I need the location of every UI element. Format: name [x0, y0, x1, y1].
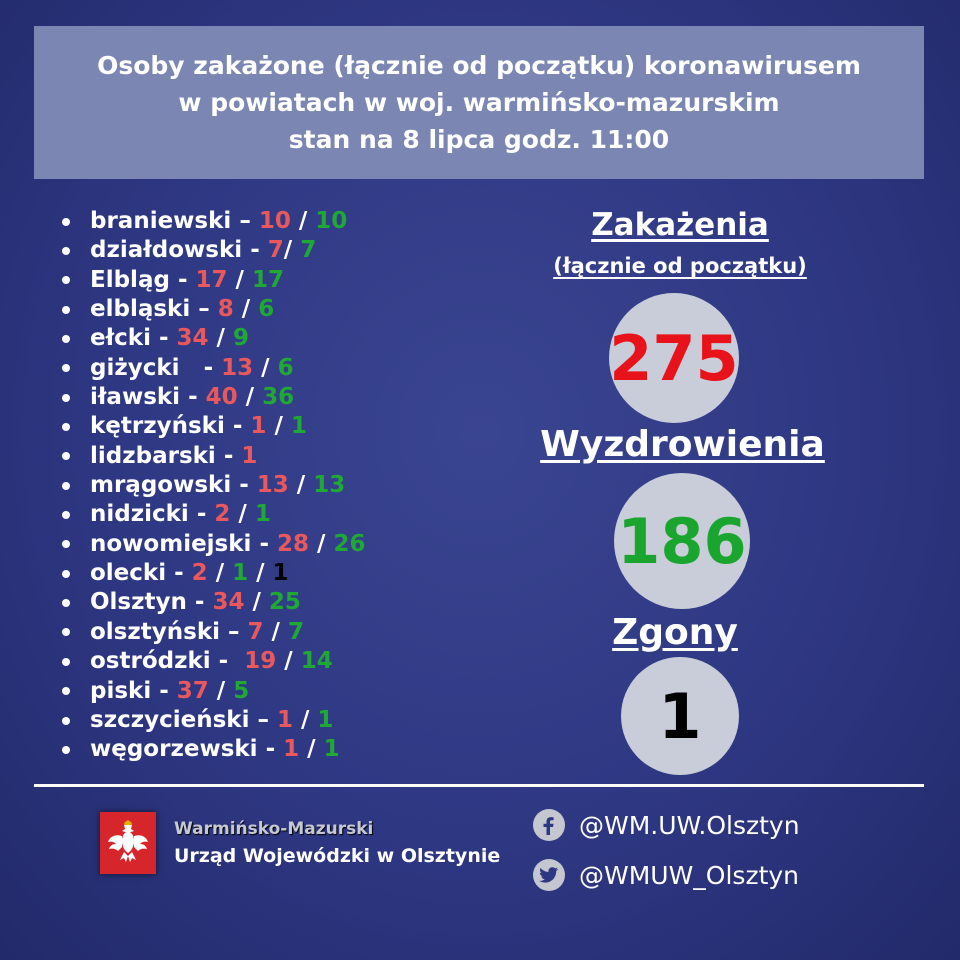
bullet-icon	[62, 687, 70, 695]
separator: -	[150, 325, 177, 352]
infected-count: 34	[176, 325, 209, 352]
bullet-icon	[62, 452, 70, 460]
county-name: węgorzewski	[90, 736, 258, 763]
separator: -	[231, 472, 257, 499]
separator: /	[208, 325, 233, 352]
separator: /	[207, 560, 233, 587]
separator: –	[249, 706, 277, 733]
infected-count: 34	[212, 589, 245, 616]
infected-count: 19	[244, 648, 277, 675]
recovered-count: 10	[315, 208, 348, 234]
county-item	[62, 735, 365, 764]
bullet-icon	[62, 511, 70, 519]
facebook-link[interactable]	[533, 809, 800, 841]
county-name: Elbląg	[90, 266, 170, 293]
infections-value: 275	[609, 321, 739, 395]
recovered-count: 25	[268, 589, 301, 616]
county-item	[62, 412, 365, 441]
separator: /	[248, 560, 273, 587]
separator: -	[210, 648, 245, 675]
county-item	[62, 354, 365, 383]
deaths-value: 1	[658, 679, 702, 753]
county-item	[62, 647, 365, 676]
infected-count: 2	[191, 560, 208, 587]
recoveries-label: Wyzdrowienia	[540, 424, 825, 465]
county-item	[62, 471, 365, 500]
county-name: elbląski	[90, 296, 191, 323]
recovered-count: 1	[317, 706, 334, 733]
infected-count: 1	[250, 413, 267, 440]
county-name: działdowski	[90, 237, 243, 264]
separator: -	[215, 442, 242, 469]
recovered-count: 9	[232, 325, 249, 352]
infected-count: 7	[267, 237, 284, 264]
separator: -	[179, 354, 222, 381]
infections-label: Zakażenia	[591, 207, 769, 243]
separator: –	[190, 296, 218, 323]
bullet-icon	[62, 247, 70, 255]
separator: /	[237, 384, 263, 411]
infections-circle	[609, 293, 739, 423]
separator: -	[251, 530, 277, 557]
deaths-label: Zgony	[612, 612, 738, 653]
recovered-count: 6	[277, 354, 294, 381]
county-name: nowomiejski	[90, 530, 252, 557]
bullet-icon	[62, 717, 70, 725]
bullet-icon	[62, 570, 70, 578]
county-item	[62, 588, 365, 617]
separator: /	[276, 648, 301, 675]
county-name: giżycki	[90, 354, 180, 381]
separator: /	[266, 413, 291, 440]
recovered-count: 14	[300, 648, 333, 675]
recovered-count: 5	[233, 677, 250, 704]
infected-count: 1	[241, 442, 258, 469]
county-name: lidzbarski	[90, 442, 216, 469]
bullet-icon	[62, 218, 70, 226]
twitter-link[interactable]	[533, 859, 799, 891]
separator: /	[230, 501, 255, 528]
separator: /	[244, 589, 269, 616]
bullet-icon	[62, 335, 70, 343]
county-item	[62, 383, 365, 412]
twitter-icon	[533, 859, 565, 891]
infected-count: 13	[221, 354, 254, 381]
separator: /	[309, 530, 334, 557]
separator: -	[224, 413, 251, 440]
recovered-count: 7	[287, 618, 304, 645]
separator: -	[166, 560, 192, 587]
header-line-3: stan na 8 lipca godz. 11:00	[288, 125, 670, 154]
separator: -	[186, 589, 213, 616]
header-line-2: w powiatach w woj. warmińsko-mazurskim	[178, 88, 780, 117]
recovered-count: 26	[333, 530, 366, 557]
county-item	[62, 559, 365, 588]
separator: /	[283, 237, 301, 264]
county-name: olecki	[90, 560, 167, 587]
bullet-icon	[62, 658, 70, 666]
recoveries-value: 186	[617, 504, 747, 578]
recovered-count: 1	[232, 560, 249, 587]
recovered-count: 1	[254, 501, 271, 528]
county-item	[62, 295, 365, 324]
county-item	[62, 677, 365, 706]
county-name: iławski	[90, 384, 181, 411]
bullet-icon	[62, 306, 70, 314]
bullet-icon	[62, 394, 70, 402]
separator: -	[242, 237, 268, 264]
infected-count: 1	[283, 736, 300, 763]
deaths-count: 1	[272, 560, 289, 587]
separator: /	[208, 677, 234, 704]
county-name: ełcki	[90, 325, 151, 352]
recovered-count: 6	[258, 296, 275, 323]
separator: /	[227, 266, 252, 293]
recovered-count: 36	[262, 384, 295, 411]
county-item	[62, 442, 365, 471]
county-name: nidzicki	[90, 501, 189, 528]
separator: -	[151, 677, 177, 704]
header-line-1: Osoby zakażone (łącznie od początku) koronawirusem	[97, 51, 861, 80]
bullet-icon	[62, 628, 70, 636]
infected-count: 28	[277, 530, 310, 557]
separator: –	[220, 618, 248, 645]
infected-count: 1	[276, 706, 293, 733]
county-name: kętrzyński	[90, 413, 225, 440]
separator: /	[290, 208, 316, 234]
county-item	[62, 706, 365, 735]
infected-count: 2	[214, 501, 231, 528]
deaths-circle	[621, 657, 739, 775]
organization-block	[100, 812, 500, 874]
separator: -	[169, 266, 196, 293]
county-name: Olsztyn	[90, 589, 187, 616]
infections-sublabel: (łącznie od początku)	[553, 254, 807, 278]
county-item	[62, 236, 365, 265]
separator: /	[288, 472, 314, 499]
recovered-count: 1	[290, 413, 307, 440]
facebook-handle: @WM.UW.Olsztyn	[579, 810, 800, 840]
footer-divider	[34, 784, 924, 787]
separator: /	[233, 296, 259, 323]
bullet-icon	[62, 746, 70, 754]
county-item	[62, 324, 365, 353]
county-item	[62, 618, 365, 647]
separator: -	[188, 501, 215, 528]
facebook-icon	[533, 809, 565, 841]
org-name-line-1: Warmińsko-Mazurski	[174, 819, 374, 839]
county-item	[62, 530, 365, 559]
county-item	[62, 207, 365, 236]
infected-count: 8	[217, 296, 234, 323]
separator: /	[292, 706, 318, 733]
county-name: mrągowski	[90, 472, 232, 499]
infected-count: 10	[258, 208, 291, 234]
infected-count: 17	[195, 266, 228, 293]
infected-count: 13	[256, 472, 289, 499]
county-item	[62, 500, 365, 529]
infected-count: 7	[247, 618, 264, 645]
separator: -	[257, 736, 284, 763]
recovered-count: 17	[251, 266, 284, 293]
separator: /	[253, 354, 278, 381]
separator: -	[180, 384, 206, 411]
county-name: piski	[90, 677, 152, 704]
bullet-icon	[62, 599, 70, 607]
bullet-icon	[62, 540, 70, 548]
header-banner	[34, 26, 924, 179]
county-name: ostródzki	[90, 648, 211, 675]
recovered-count: 13	[313, 472, 346, 499]
infected-count: 40	[205, 384, 238, 411]
county-name: olsztyński	[90, 618, 220, 645]
bullet-icon	[62, 423, 70, 431]
county-name: braniewski	[90, 208, 232, 234]
county-list	[62, 207, 365, 765]
county-item	[62, 266, 365, 295]
bullet-icon	[62, 482, 70, 490]
separator: /	[263, 618, 288, 645]
bullet-icon	[62, 364, 70, 372]
separator: /	[299, 736, 324, 763]
infected-count: 37	[176, 677, 209, 704]
recoveries-circle	[614, 473, 750, 609]
recovered-count: 7	[300, 237, 317, 264]
county-name: szczycieński	[90, 706, 250, 733]
recovered-count: 1	[323, 736, 340, 763]
bullet-icon	[62, 276, 70, 284]
org-name-line-2: Urząd Wojewódzki w Olsztynie	[174, 845, 501, 867]
twitter-handle: @WMUW_Olsztyn	[579, 860, 800, 890]
separator: –	[231, 208, 259, 234]
eagle-emblem-icon	[100, 812, 156, 874]
